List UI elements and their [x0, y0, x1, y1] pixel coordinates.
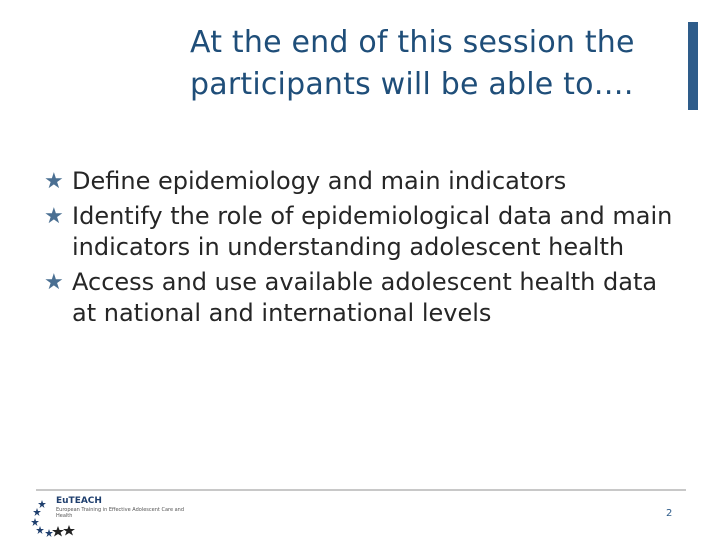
bullet-text: Define epidemiology and main indicators — [72, 167, 567, 195]
star-icon: ★ — [44, 270, 64, 295]
star-icon: ★ — [44, 169, 64, 194]
bullet-item — [44, 267, 684, 329]
title-accent-bar — [688, 22, 698, 110]
bullet-list — [44, 166, 684, 333]
footer-divider — [36, 489, 686, 491]
title-line-1: At the end of this session the — [190, 25, 635, 60]
star-icon: ★ — [44, 204, 64, 229]
slide-title — [190, 22, 670, 106]
title-line-2: participants will be able to…. — [190, 67, 634, 102]
bullet-text: Identify the role of epidemiological data and main indicators in understanding adolescent health — [72, 202, 673, 261]
bullet-item — [44, 166, 684, 197]
logo-subtitle: European Training in Effective Adolescent Care and Health — [56, 507, 185, 519]
page-number: 2 — [666, 508, 673, 519]
bullet-text: Access and use available adolescent health data at national and international levels — [72, 268, 658, 327]
bullet-item — [44, 201, 684, 263]
eu-teach-logo — [30, 494, 200, 538]
logo-title: EuTEACH — [56, 496, 102, 506]
